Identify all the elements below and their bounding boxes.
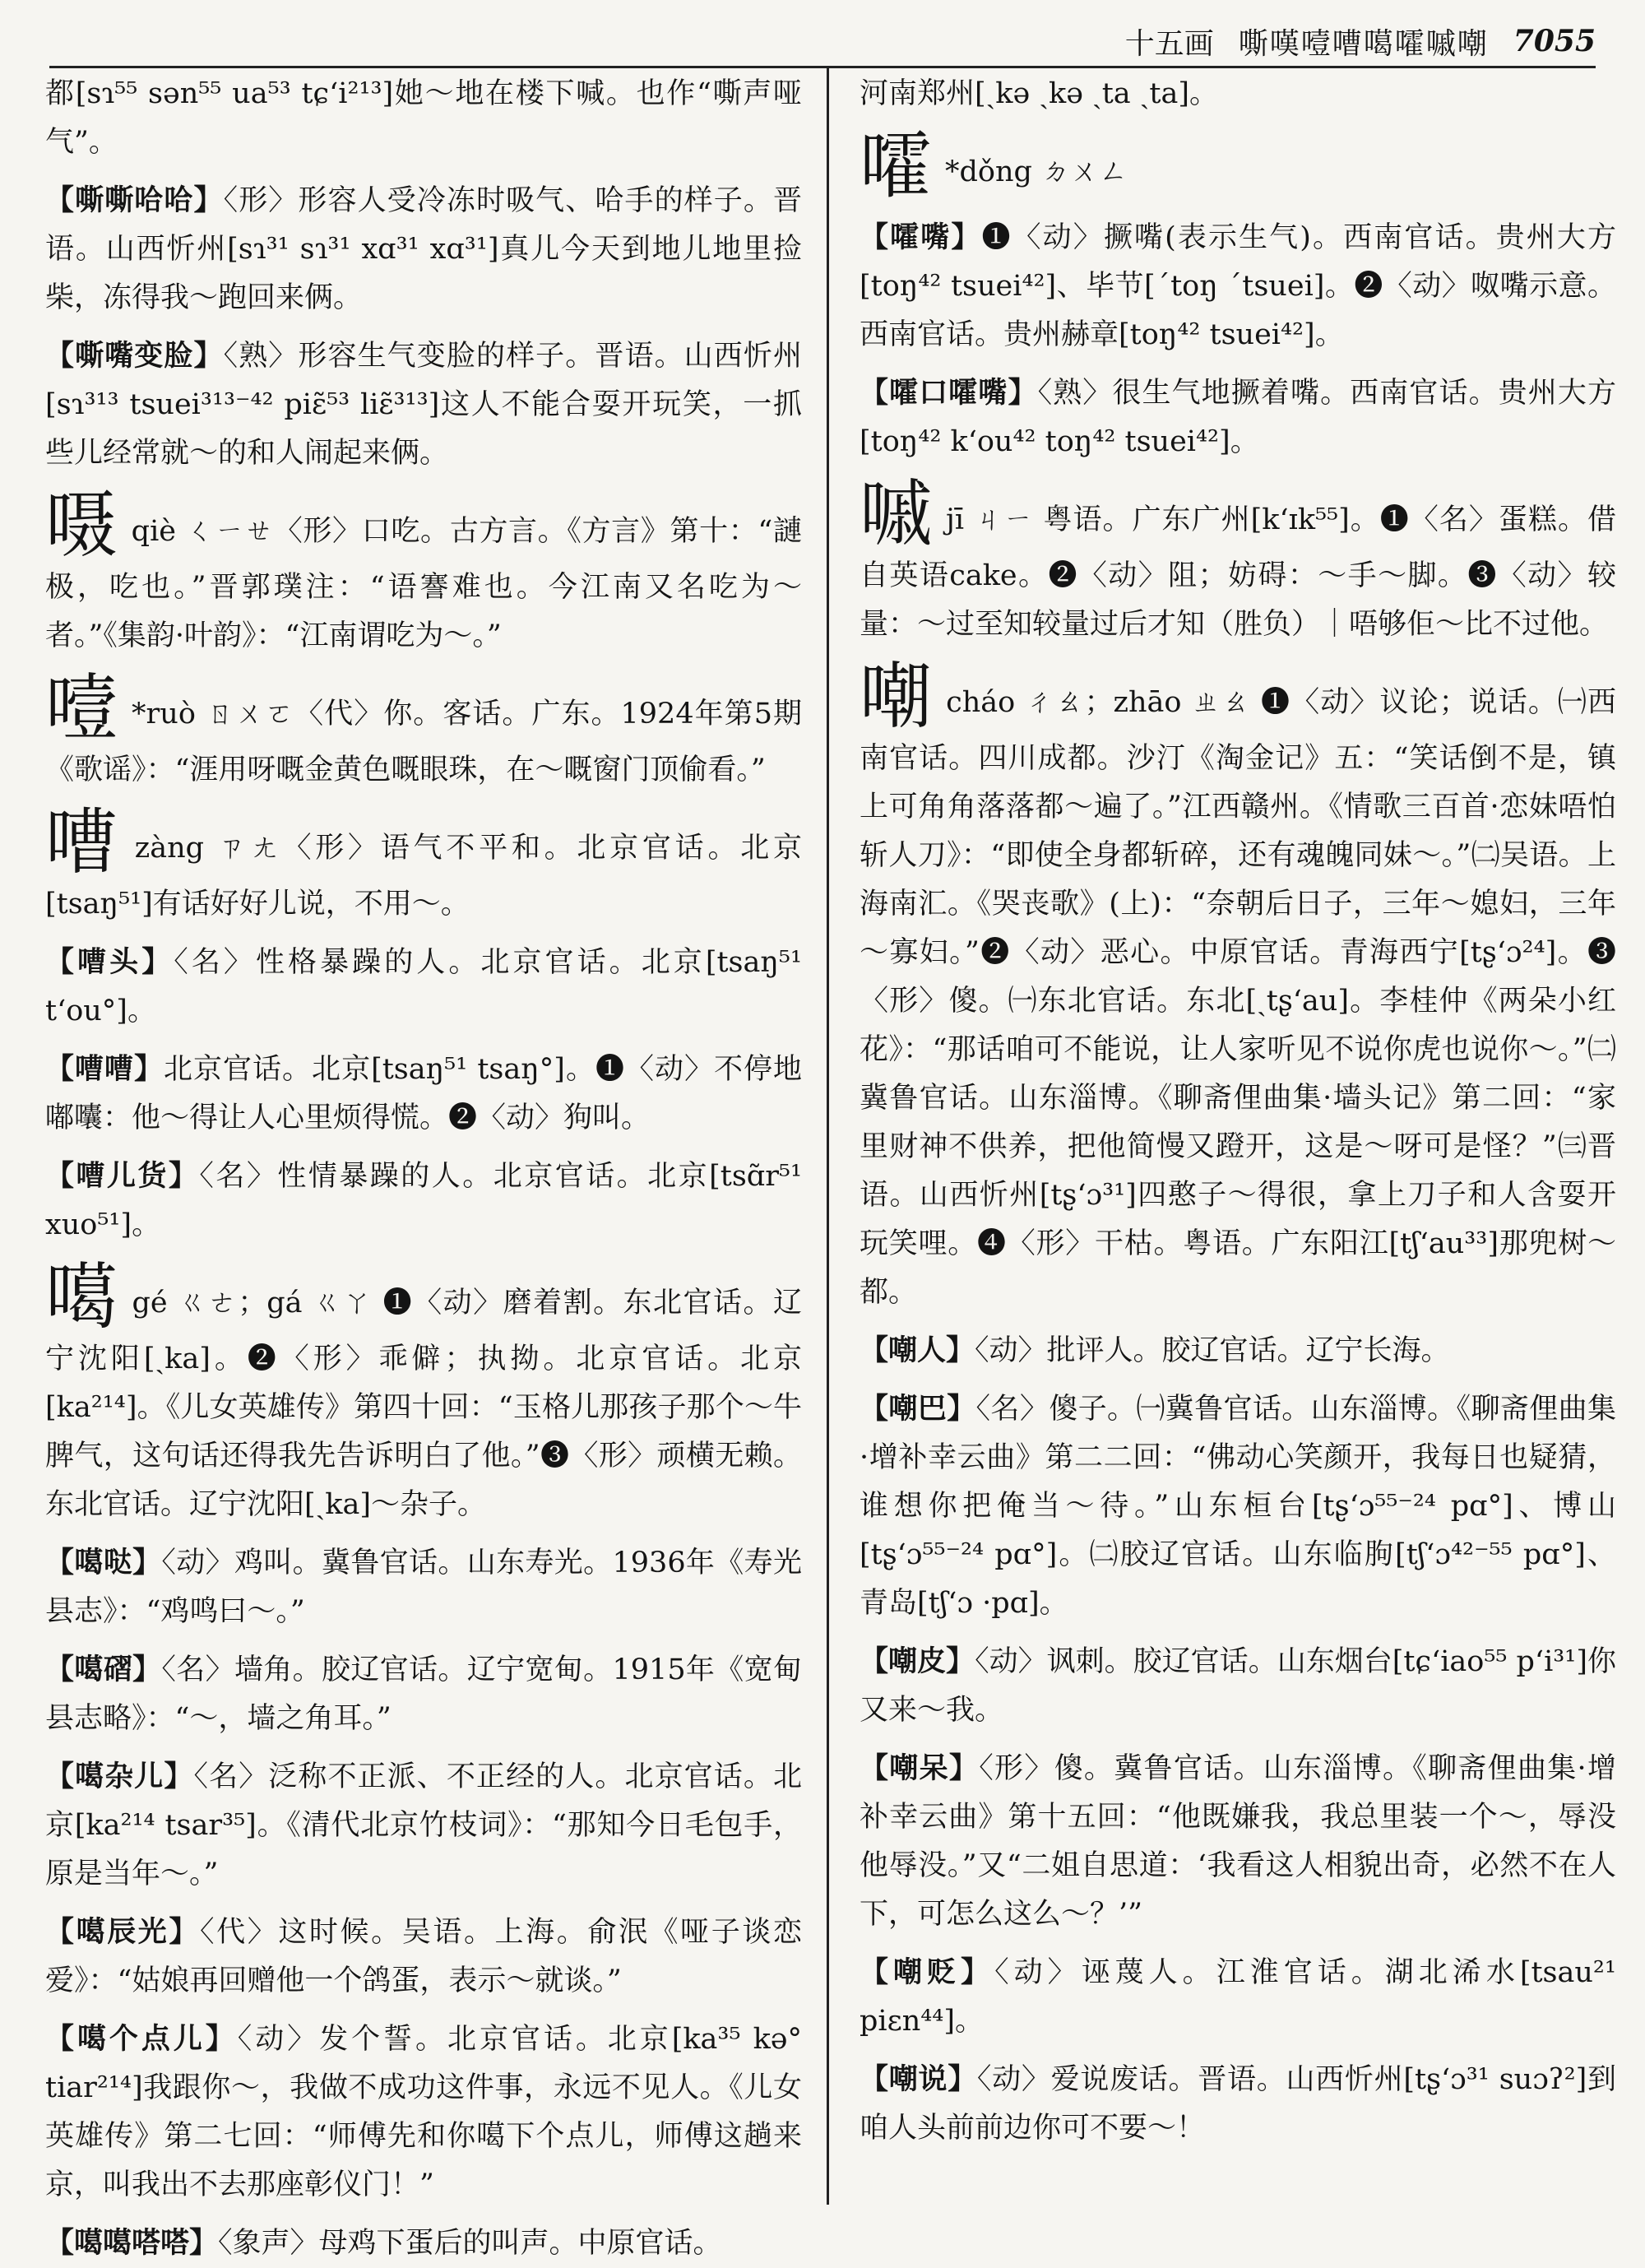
entry: 【嘲人】〈动〉批评人。胶辽官话。辽宁长海。 — [860, 1334, 1450, 1367]
entry: 【嘶嘶哈哈】〈形〉形容人受冷冻时吸气、哈手的样子。晋语。山西忻州[sɿ³¹ sɿ³¹ xɑ³¹ xɑ³¹]真儿今天到地儿地里捡柴，冻得我～跑回来俩。 — [45, 184, 802, 314]
character-entry: 噎 *ruò ㄖㄨㄛ〈代〉你。客话。广东。1924年第5期《歌谣》：“涯用呀嘅金黄色嘅眼珠，在～嘅窗门顶偷看。” — [45, 666, 802, 786]
entry: 【嘲说】〈动〉爱说废话。晋语。山西忻州[tʂʻɔ³¹ suɔʔ²]到咱人头前前边你可不要～！ — [860, 2063, 1616, 2145]
header-characters: 嘶嘆噎嘈噶嚯嘁嘲 — [1238, 26, 1489, 61]
entry: 【嘲皮】〈动〉讽刺。胶辽官话。山东烟台[tɕʻiao⁵⁵ pʻi³¹]你又来～我。 — [860, 1645, 1616, 1727]
character-entry: 嘁jī ㄐㄧ 粤语。广东广州[kʻɪk⁵⁵]。❶〈名〉蛋糕。借自英语cake。❷〈动〉阻；妨碍：～手～脚。❸〈动〉较量：～过至知较量过后才知（胜负）｜唔够佢～比不过他。 — [860, 471, 1616, 641]
left-column — [45, 70, 802, 2260]
entry: 【噶辰光】〈代〉这时候。吴语。上海。俞泯《哑子谈恋爱》：“姑娘再回赠他一个鸽蛋，表示～就谈。” — [45, 1916, 802, 1997]
column-divider — [827, 67, 829, 2205]
page-header — [49, 16, 1596, 68]
continuation-text: 河南郑州[ˏkə ˏkə ˏta ˏta]。 — [860, 77, 1219, 110]
stroke-count: 十五画 — [1124, 26, 1214, 61]
entry: 【嘈嘈】北京官话。北京[tsaŋ⁵¹ tsaŋ°]。❶〈动〉不停地嘟囔：他～得让人心里烦得慌。❷〈动〉狗叫。 — [45, 1053, 802, 1134]
right-column — [860, 70, 1616, 2205]
entry: 【嘲呆】〈形〉傻。冀鲁官话。山东淄博。《聊斋俚曲集·增补幸云曲》第十五回：“他既嫌我，我总里装一个～，辱没他辱没。”又“二姐自思道：‘我看这人相貌出奇，必然不在人下，可怎么这么～？’” — [860, 1752, 1616, 1931]
entry: 【嚯口嚯嘴】〈熟〉很生气地撅着嘴。西南官话。贵州大方[toŋ⁴² kʻou⁴² toŋ⁴² tsuei⁴²]。 — [860, 377, 1616, 458]
entry: 【嘲巴】〈名〉傻子。㈠冀鲁官话。山东淄博。《聊斋俚曲集·增补幸云曲》第二二回：“佛动心笑颜开，我每日也疑猜，谁想你把俺当～待。”山东桓台[tʂʻɔ⁵⁵⁻²⁴ pɑ°]、博山[tʂʻɔ⁵⁵⁻²⁴ pɑ°]。㈡胶辽官话。山东临朐[tʃʻɔ⁴²⁻⁵⁵ pɑ°]、青岛[tʃʻɔ ·pɑ]。 — [860, 1393, 1616, 1620]
entry: 【噶哒】〈动〉鸡叫。冀鲁官话。山东寿光。1936年《寿光县志》：“鸡鸣曰～。” — [45, 1547, 802, 1628]
character-entry: 嘈zàng ㄗㄤ〈形〉语气不平和。北京官话。北京[tsaŋ⁵¹]有话好好儿说，不用～。 — [45, 800, 802, 921]
entry: 【嚯嘴】❶〈动〉撅嘴(表示生气)。西南官话。贵州大方[toŋ⁴² tsuei⁴²]、毕节[ˊtoŋ ˊtsuei]。❷〈动〉呶嘴示意。西南官话。贵州赫章[toŋ⁴² tsuei⁴²]。 — [860, 221, 1616, 351]
entry: 【噶杂儿】〈名〉泛称不正派、不正经的人。北京官话。北京[ka²¹⁴ tsar³⁵]。《清代北京竹枝词》：“那知今日毛包手，原是当年～。” — [45, 1760, 802, 1890]
entry: 【噶磖】〈名〉墙角。胶辽官话。辽宁宽甸。1915年《宽甸县志略》：“～，墙之角耳。” — [45, 1653, 802, 1735]
character-entry: 噶gé ㄍㄜ；gá ㄍㄚ ❶〈动〉磨着割。东北官话。辽宁沈阳[ˏka]。❷〈形〉乖僻；执拗。北京官话。北京[ka²¹⁴]。《儿女英雄传》第四十回：“玉格儿那孩子那个～牛脾气，这句话还得我先告诉明白了他。”❸〈形〉顽横无赖。东北官话。辽宁沈阳[ˏka]～杂子。 — [45, 1255, 802, 1521]
entry: 【嘈儿货】〈名〉性情暴躁的人。北京官话。北京[tsɑ̃r⁵¹ xuo⁵¹]。 — [45, 1160, 802, 1241]
entry: 【嘲贬】〈动〉诬蔑人。江淮官话。湖北浠水[tsau²¹ piɛn⁴⁴]。 — [860, 1956, 1616, 2038]
entry: 【嘶嘴变脸】〈熟〉形容生气变脸的样子。晋语。山西忻州[sɿ³¹³ tsuei³¹³⁻⁴² piɛ̃⁵³ liɛ̃³¹³]这人不能合耍开玩笑，一抓些儿经常就～的和人闹起来俩。 — [45, 340, 802, 470]
entry: 【嘈头】〈名〉性格暴躁的人。北京官话。北京[tsaŋ⁵¹ tʻou°]。 — [45, 946, 802, 1027]
character-entry: 嚯 *dǒng ㄉㄨㄥ — [860, 123, 1128, 208]
entry: 【噶噶嗒嗒】〈象声〉母鸡下蛋后的叫声。中原官话。 — [45, 2227, 722, 2260]
entry: 【噶个点儿】〈动〉发个誓。北京官话。北京[ka³⁵ kə° tiar²¹⁴]我跟你～，我做不成功这件事，永远不见人。《儿女英雄传》第二七回：“师傅先和你噶下个点儿，师傅这趟来京，叫我出不去那座彰仪门！” — [45, 2023, 802, 2201]
character-entry: 嘲cháo ㄔㄠ；zhāo ㄓㄠ ❶〈动〉议论；说话。㈠西南官话。四川成都。沙汀《淘金记》五：“笑话倒不是，镇上可角角落落都～遍了。”江西赣州。《情歌三百首·恋妹唔怕斩人刀》：“即使全身都斩碎，还有魂魄同妹～。”㈡吴语。上海南汇。《哭丧歌》(上)：“奈朝后日子，三年～媳妇，三年～寡妇。”❷〈动〉恶心。中原官话。青海西宁[tʂʻɔ²⁴]。❸〈形〉傻。㈠东北官话。东北[ˏtʂʻau]。李桂仲《两朵小红花》：“那话咱可不能说，让人家听见不说你虎也说你～。”㈡冀鲁官话。山东淄博。《聊斋俚曲集·墙头记》第二回：“家里财神不供养，把他简慢又蹬开，这是～呀可是怪？”㈢晋语。山西忻州[tʂʻɔ³¹]四憨子～得很，拿上刀子和人含耍开玩笑哩。❹〈形〉干枯。粤语。广东阳江[tʃʻau³³]那兜树～都。 — [860, 654, 1616, 1309]
page-number: 7055 — [1513, 24, 1596, 58]
character-entry: 嗫qiè ㄑㄧㄝ〈形〉口吃。古方言。《方言》第十：“謰极，吃也。”晋郭璞注：“语謇难也。今江南又名吃为～者。”《集韵·叶韵》：“江南谓吃为～。” — [45, 483, 802, 652]
continuation-text: 都[sɿ⁵⁵ sən⁵⁵ ua⁵³ tɕʻi²¹³]她～地在楼下喊。也作“嘶声哑气”。 — [45, 77, 802, 159]
